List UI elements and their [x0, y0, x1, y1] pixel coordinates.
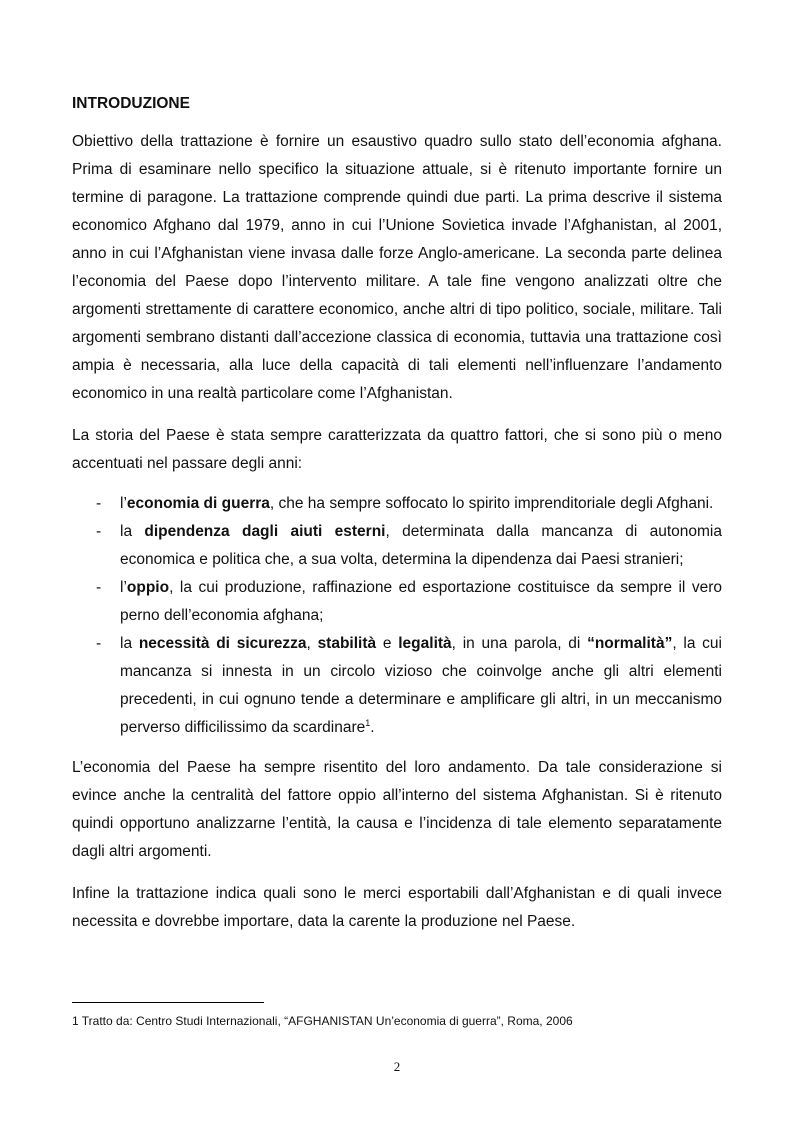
emphasis: “normalità” — [587, 635, 673, 652]
paragraph-trade: Infine la trattazione indica quali sono le merci esportabili dall’Afghanistan e di quali invece necessita e dovrebbe importare, data la carente la produzione nel Paese. — [72, 885, 722, 930]
emphasis: necessità di sicurezza — [138, 635, 307, 652]
emphasis: legalità — [398, 635, 452, 652]
list-item: - la dipendenza dagli aiuti esterni, determinata dalla mancanza di autonomia economica e politica che, a sua volta, determina la dipendenza dai Paesi stranieri; — [72, 518, 722, 574]
list-item: - l’economia di guerra, che ha sempre soffocato lo spirito imprenditoriale degli Afghani. — [72, 490, 722, 518]
footnote: 1 Tratto da: Centro Studi Internazionali, “AFGHANISTAN Un’economia di guerra”, Roma, 2006 — [72, 1014, 573, 1028]
section-heading: INTRODUZIONE — [72, 95, 190, 112]
list-item: - la necessità di sicurezza, stabilità e legalità, in una parola, di “normalità”, la cui mancanza si innesta in un circolo vizioso che coinvolge anche gli altri elementi precedenti, in cui ognuno tende a determinare e amplificare gli altri, in un meccanismo perverso difficilissimo da scardinare$^1$. — [72, 630, 722, 742]
list-dash: - — [96, 635, 102, 652]
list-dash: - — [96, 579, 102, 596]
footnote-separator — [72, 1002, 264, 1003]
page-number: 2 — [393, 1059, 401, 1074]
emphasis: dipendenza dagli aiuti esterni — [144, 523, 386, 540]
emphasis: economia di guerra — [126, 495, 270, 512]
footnote-marker: 1 — [365, 717, 371, 728]
emphasis: oppio — [126, 579, 170, 596]
emphasis: stabilità — [317, 635, 377, 652]
list-item: - l’oppio, la cui produzione, raffinazione ed esportazione costituisce da sempre il vero perno dell’economia afghana; — [72, 574, 722, 630]
paragraph-opium: L’economia del Paese ha sempre risentito del loro andamento. Da tale considerazione si evince anche la centralità del fattore oppio all’interno del sistema Afghanistan. Si è ritenuto quindi opportuno analizzarne l’entità, la causa e l’incidenza di tale elemento separatamente dagli altri argomenti. — [72, 759, 722, 860]
factors-list — [72, 490, 722, 742]
document-body — [72, 92, 722, 950]
list-dash: - — [96, 495, 102, 512]
paragraph-factors: La storia del Paese è stata sempre caratterizzata da quattro fattori, che si sono più o meno accentuati nel passare degli anni: — [72, 427, 722, 472]
paragraph-intro: Obiettivo della trattazione è fornire un esaustivo quadro sullo stato dell’economia afghana. Prima di esaminare nello specifico la situazione attuale, si è ritenuto importante fornire un termine di paragone. La trattazione comprende quindi due parti. La prima descrive il sistema economico Afghano dal 1979, anno in cui l’Unione Sovietica invade l’Afghanistan, al 2001, anno in cui l’Afghanistan viene invasa dalle forze Anglo-americane. La seconda parte delinea l’economia del Paese dopo l’intervento militare. A tale fine vengono analizzati oltre che argomenti strettamente di carattere economico, anche altri di tipo politico, sociale, militare. Tali argomenti sembrano distanti dall’accezione classica di economia, tuttavia una trattazione così ampia è necessaria, alla luce della capacità di tali elementi nell’influenzare l’andamento economico in una realtà particolare come l’Afghanistan. — [72, 133, 722, 402]
list-dash: - — [96, 523, 102, 540]
